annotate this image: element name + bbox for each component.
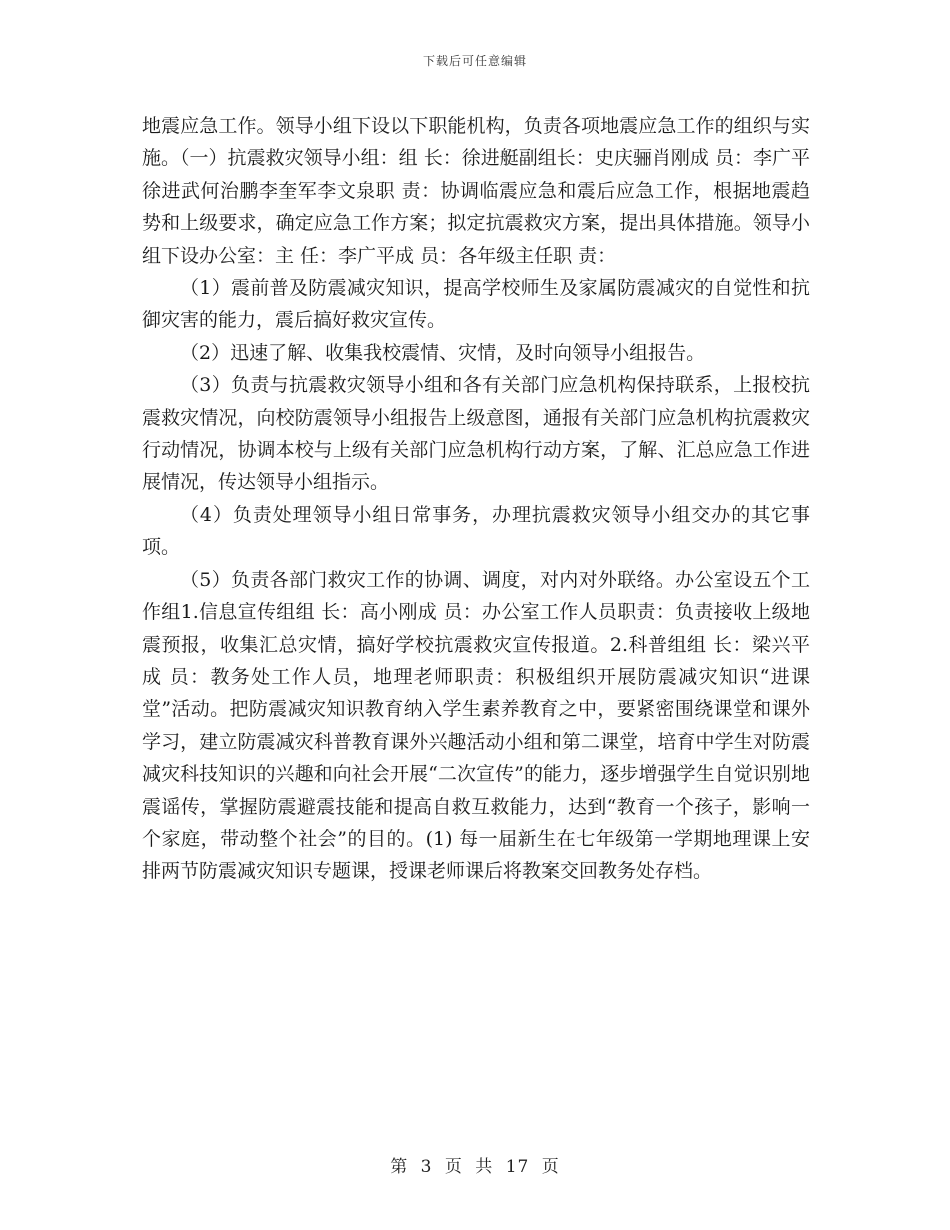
footer-page-word: 页 — [444, 1157, 463, 1177]
current-page-number: 3 — [420, 1157, 433, 1177]
footer-suffix: 页 — [541, 1157, 560, 1177]
document-body — [142, 110, 810, 888]
page-footer — [0, 1152, 950, 1177]
paragraph-item-3: （3）负责与抗震救灾领导小组和各有关部门应急机构保持联系，上报校抗震救灾情况，向校防震领导小组报告上级意图，通报有关部门应急机构抗震救灾行动情况，协调本校与上级有关部门应急机构行动方案，了解、汇总应急工作进展情况，传达领导小组指示。 — [142, 374, 810, 494]
footer-prefix: 第 — [390, 1157, 409, 1177]
footer-total-word: 共 — [475, 1157, 494, 1177]
paragraph-intro: 地震应急工作。领导小组下设以下职能机构，负责各项地震应急工作的组织与实施。（一）抗震救灾领导小组：组 长：徐进艇副组长：史庆骊肖刚成 员：李广平徐进武何治鹏李奎军李文泉职 责：协调临震应急和震后应急工作，根据地震趋势和上级要求，确定应急工作方案；拟定抗震救灾方案，提出具体措施。领导小组下设办公室：主 任：李广平成 员：各年级主任职 责： — [142, 115, 810, 267]
paragraph-item-2: （2）迅速了解、收集我校震情、灾情，及时向领导小组报告。 — [180, 341, 706, 364]
paragraph-item-4: （4）负责处理领导小组日常事务，办理抗震救灾领导小组交办的其它事项。 — [142, 503, 810, 559]
page-header: 下载后可任意编辑 — [422, 54, 527, 68]
paragraph-item-1: （1）震前普及防震减灾知识，提高学校师生及家属防震减灾的自觉性和抗御灾害的能力，震后搞好救灾宣传。 — [142, 277, 810, 332]
total-pages-number: 17 — [505, 1157, 530, 1177]
paragraph-item-5: （5）负责各部门救灾工作的协调、调度，对内对外联络。办公室设五个工作组1.信息宣传组组 长：高小刚成 员：办公室工作人员职责：负责接收上级地震预报，收集汇总灾情，搞好学校抗震救灾宣传报道。2.科普组组 长：梁兴平成 员：教务处工作人员，地理老师职责：积极组织开展防震减灾知识“进课堂”活动。把防震减灾知识教育纳入学生素养教育之中，要紧密围绕课堂和课外学习，建立防震减灾科普教育课外兴趣活动小组和第二课堂，培育中学生对防震减灾科技知识的兴趣和向社会开展“二次宣传”的能力，逐步增强学生自觉识别地震谣传，掌握防震避震技能和提高自救互救能力，达到“教育一个孩子，影响一个家庭，带动整个社会”的目的。(1) 每一届新生在七年级第一学期地理课上安排两节防震减灾知识专题课，授课老师课后将教案交回教务处存档。 — [142, 568, 810, 883]
